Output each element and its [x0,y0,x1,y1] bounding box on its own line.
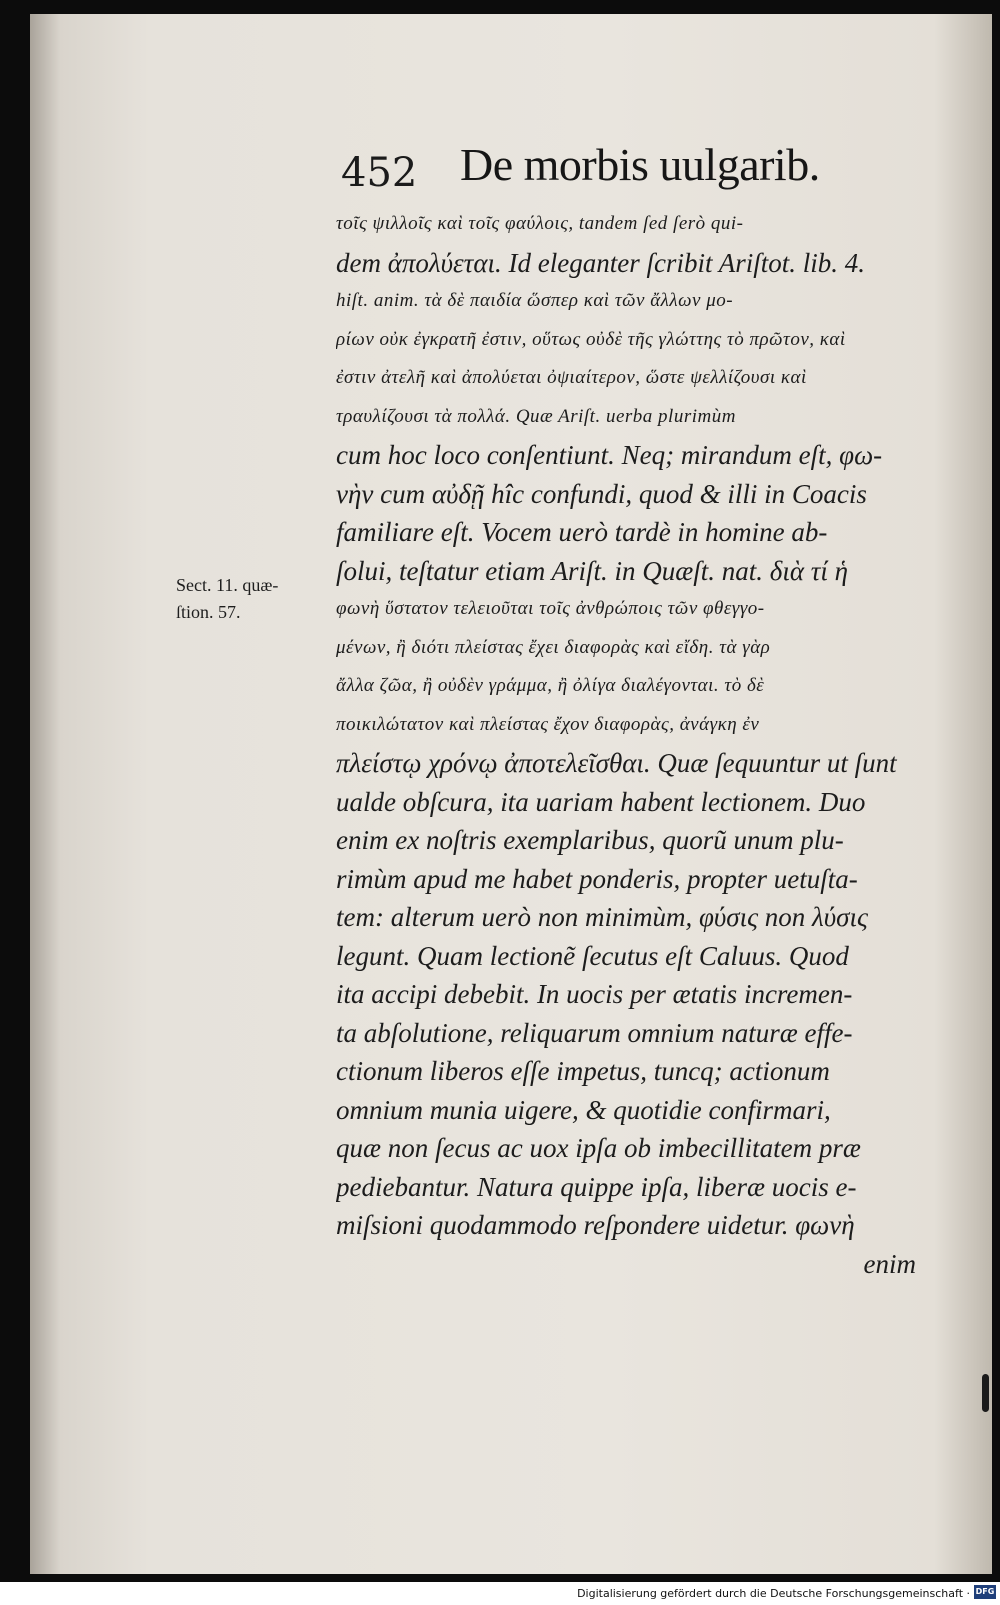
text-line: miſsioni quodammodo reſpondere uidetur. φωνὴ [336,1210,855,1240]
text-line: ſolui, teſtatur etiam Ariſt. in Quæſt. nat. διὰ τί ἡ [336,555,849,586]
catchword: enim [863,1248,916,1279]
text-line: ctionum liberos eſſe impetus, tuncq; actionum [336,1056,830,1086]
dfg-logo: DFG [974,1585,996,1599]
text-line: quæ non ſecus ac uox ipſa ob imbecillitatem præ [336,1133,861,1163]
text-line: ἄλλα ζῶα, ἢ οὐδὲν γράμμα, ἢ ὀλίγα διαλέγονται. τὸ δὲ [336,675,765,696]
text-line: τραυλίζουσι τὰ πολλά. Quæ Ariſt. uerba plurimùm [336,405,736,427]
text-line: tem: alterum uerò non minimùm, φύσις non λύσις [336,902,868,932]
text-line: ρίων οὐκ ἐγκρατῆ ἐστιν, οὕτως οὐδὲ τῆς γλώττης τὸ πρῶτον, καὶ [336,328,846,350]
text-line: hiſt. anim. τὰ δὲ παιδία ὥσπερ καὶ τῶν ἄλλων μο- [336,290,734,311]
text-line: rimùm apud me habet ponderis, propter uetuſta- [336,863,858,894]
text-line: pediebantur. Natura quippe ipſa, liberæ uocis e- [336,1171,857,1202]
text-line: ta abſolutione, reliquarum omnium naturæ effe- [336,1017,853,1048]
text-line: cum hoc loco conſentiunt. Neq; mirandum eſt, φω- [336,440,883,470]
margin-note-line: ſtion. 57. [176,602,241,622]
text-line: omnium munia uigere, & quotidie confirmari, [336,1094,831,1125]
text-line: τοῖς ψιλλοῖς καὶ τοῖς φαύλοις, tandem ſed ſerò qui- [336,213,744,234]
text-line: ita accipi debebit. In uocis per ætatis incremen- [336,979,853,1009]
text-line: φωνὴ ὕστατον τελειοῦται τοῖς ἀνθρώποις τῶν φθεγγο- [336,598,765,619]
text-line: enim ex noſtris exemplaribus, quorũ unum plu- [336,825,844,855]
margin-note [176,572,278,626]
text-line: νὴν cum αὐδῇ hîc confundi, quod & illi in Coacis [336,478,867,509]
text-line: μένων, ἢ διότι πλείστας ἔχει διαφορὰς καὶ εἴδη. τὰ γὰρ [336,636,771,658]
text-line: ποικιλώτατον καὶ πλείστας ἔχον διαφορὰς, ἀνάγκη ἐν [336,713,760,735]
footer-bar [0,1582,1000,1605]
page-edge-mark [982,1374,989,1412]
funding-notice: Digitalisierung gefördert durch die Deutsche Forschungsgemeinschaft · [577,1587,970,1600]
running-head: De morbis uulgarib. [460,139,820,190]
text-line: πλείστῳ χρόνῳ ἀποτελεῖσθαι. Quæ ſequuntur ut ſunt [336,748,897,778]
text-line: ἐστιν ἀτελῆ καὶ ἀπολύεται ὀψιαίτερον, ὥστε ψελλίζουσι καὶ [336,367,807,388]
margin-note-line: Sect. 11. quæ- [176,575,279,595]
body-text [336,205,916,1283]
text-line: familiare eſt. Vocem uerò tardè in homine ab- [336,517,828,547]
text-line: dem ἀπολύεται. Id eleganter ſcribit Ariſtot. lib. 4. [336,247,865,278]
page-number: 452 [341,150,418,196]
text-line: ualde obſcura, ita uariam habent lectionem. Duo [336,786,866,817]
text-line: legunt. Quam lectionẽ ſecutus eſt Caluus. Quod [336,940,849,971]
